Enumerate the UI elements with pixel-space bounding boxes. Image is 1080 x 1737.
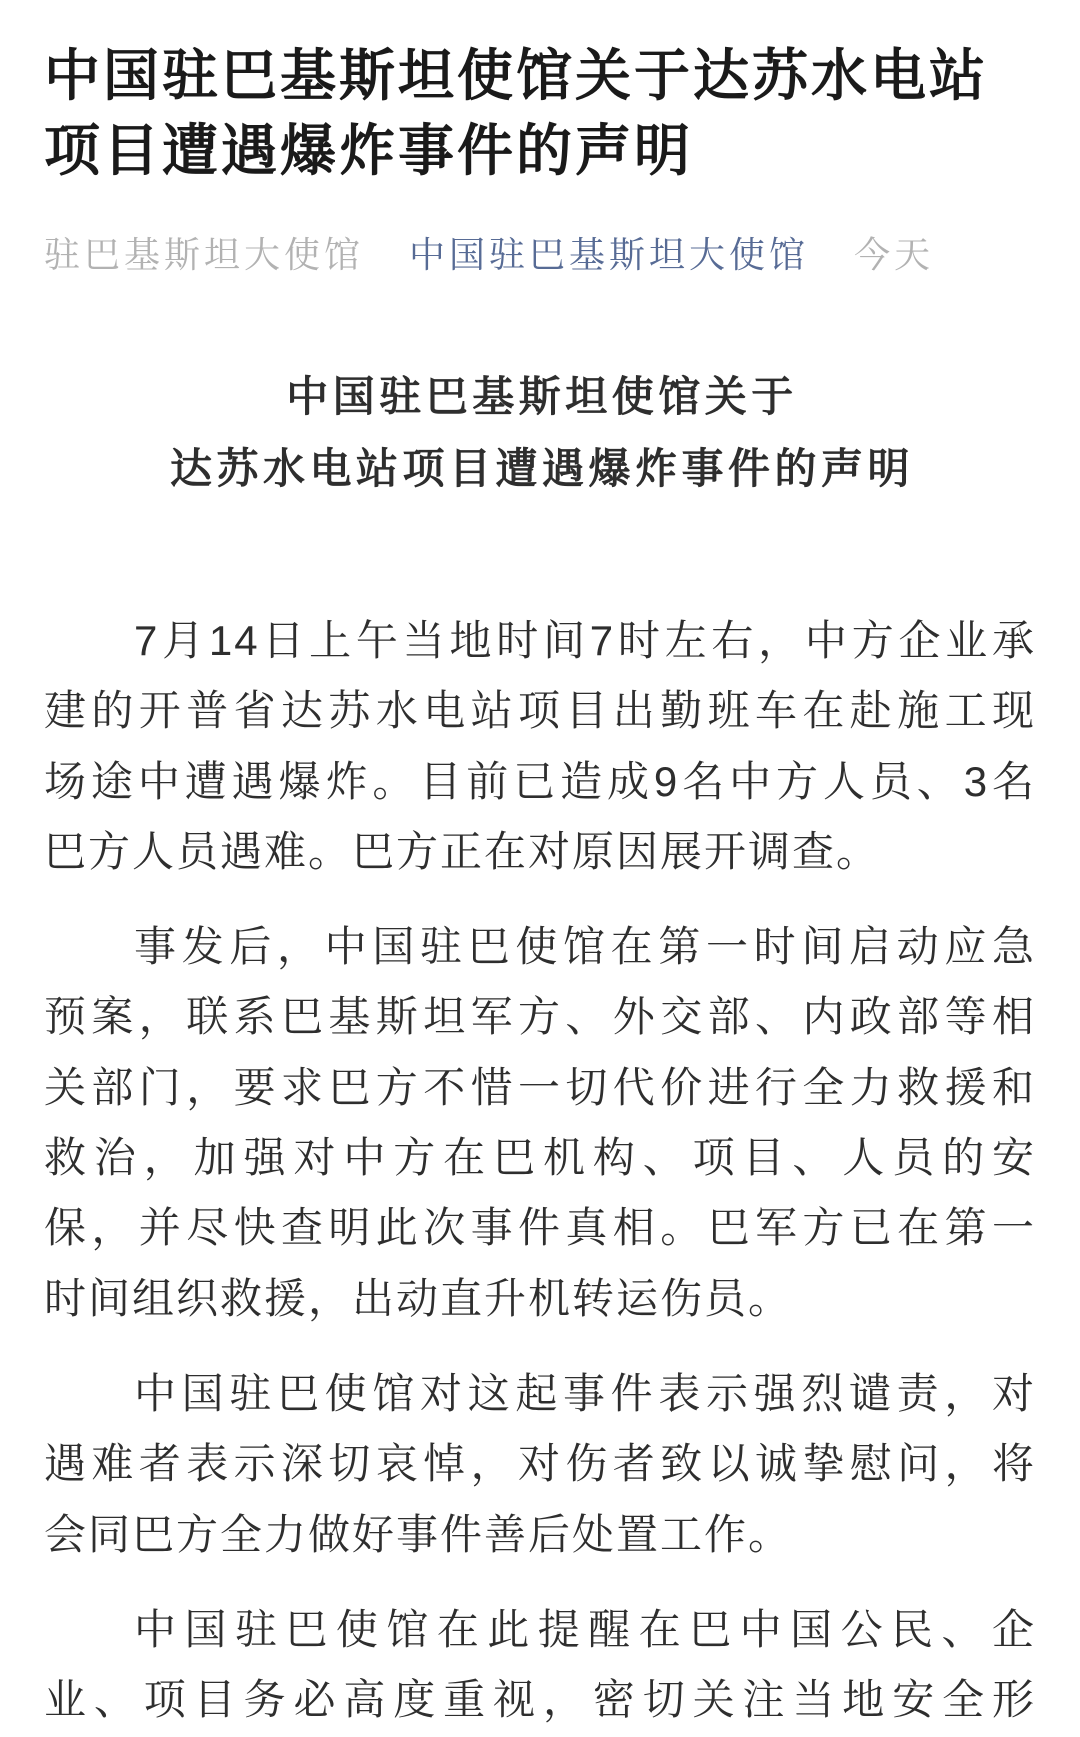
paragraph-line: 关部门，要求巴方不惜一切代价进行全力救援和 xyxy=(44,1063,1036,1111)
statement-heading-line: 达苏水电站项目遭遇爆炸事件的声明 xyxy=(169,445,914,492)
statement-heading xyxy=(44,361,1036,505)
paragraph-reminder xyxy=(44,1595,1036,1736)
article-title-line: 中国驻巴基斯坦使馆关于达苏水电站 xyxy=(44,44,988,107)
paragraph-line: 中国驻巴使馆对这起事件表示强烈谴责，对 xyxy=(134,1369,1036,1417)
paragraph-incident xyxy=(44,606,1036,887)
paragraph-line: 7月14日上午当地时间7时左右，中方企业承 xyxy=(134,617,1036,664)
paragraph-line: 遇难者表示深切哀悼，对伤者致以诚挚慰问，将 xyxy=(44,1440,1036,1488)
article-body xyxy=(44,606,1036,1735)
paragraph-line: 建的开普省达苏水电站项目出勤班车在赴施工现 xyxy=(44,687,1036,735)
paragraph-line: 巴方人员遇难。巴方正在对原因展开调查。 xyxy=(44,827,881,875)
paragraph-line: 救治，加强对中方在巴机构、项目、人员的安 xyxy=(44,1134,1036,1182)
paragraph-line: 业、项目务必高度重视，密切关注当地安全形 xyxy=(44,1676,1036,1724)
author-name: 驻巴基斯坦大使馆 xyxy=(44,234,365,275)
paragraph-line: 事发后，中国驻巴使馆在第一时间启动应急 xyxy=(134,923,1036,971)
paragraph-line: 中国驻巴使馆在此提醒在巴中国公民、企 xyxy=(134,1605,1036,1653)
article-meta xyxy=(44,230,1036,280)
publish-date: 今天 xyxy=(854,234,935,275)
article-title xyxy=(44,38,1036,188)
account-name-link[interactable]: 中国驻巴基斯坦大使馆 xyxy=(409,234,810,275)
paragraph-line: 会同巴方全力做好事件善后处置工作。 xyxy=(44,1510,793,1558)
paragraph-response xyxy=(44,912,1036,1334)
article-title-line: 项目遭遇爆炸事件的声明 xyxy=(44,119,693,182)
paragraph-condolence xyxy=(44,1359,1036,1570)
paragraph-line: 预案，联系巴基斯坦军方、外交部、内政部等相 xyxy=(44,993,1036,1041)
paragraph-line: 场途中遭遇爆炸。目前已造成9名中方人员、3名 xyxy=(44,757,1036,805)
paragraph-line: 时间组织救援，出动直升机转运伤员。 xyxy=(44,1274,793,1322)
statement-heading-line: 中国驻巴基斯坦使馆关于 xyxy=(286,373,798,420)
paragraph-line: 保，并尽快查明此次事件真相。巴军方已在第一 xyxy=(44,1204,1036,1252)
